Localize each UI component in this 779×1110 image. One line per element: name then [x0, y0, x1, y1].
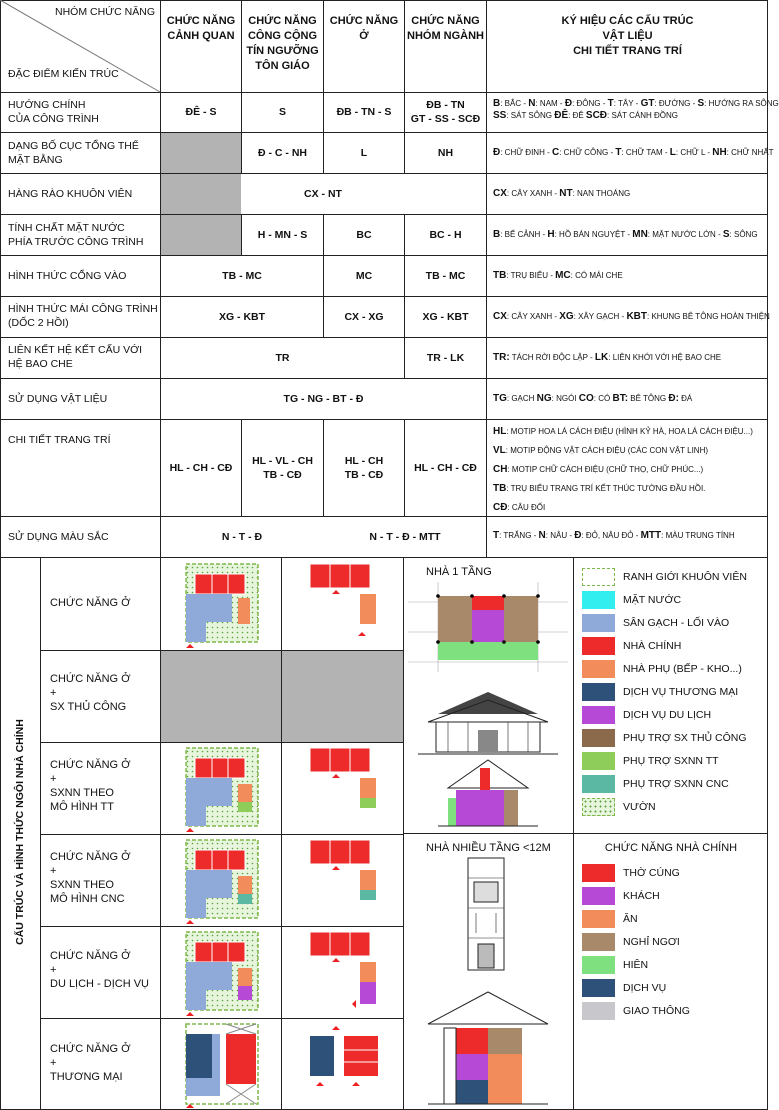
legend-item: DỊCH VỤ [582, 979, 666, 997]
legend-fence: CX: CÂY XANH - NT: NAN THOÁNG [493, 188, 631, 199]
legend-swatch [582, 706, 615, 724]
legend-item: PHỤ TRỢ SX THỦ CÔNG [582, 729, 747, 747]
legend-swatch [582, 591, 615, 609]
cell-value: XG - KBT [218, 311, 266, 323]
legend-swatch [582, 752, 615, 770]
row-label: TÍNH CHẤT MẶT NƯỚC PHÍA TRƯỚC CÔNG TRÌNH [8, 222, 144, 248]
site-plan-residential [180, 560, 270, 648]
legend-swatch [582, 729, 615, 747]
legend-swatch [582, 660, 615, 678]
site-plan-agri-cnc-alt [300, 836, 390, 924]
group-label: CHỨC NĂNG Ở + DU LỊCH - DỊCH VỤ [50, 950, 150, 990]
cell-value: HL - CH - CĐ [414, 462, 477, 474]
cell-value: NH [437, 147, 454, 159]
site-plan-agri-cnc [180, 836, 270, 924]
legend-item: RANH GIỚI KHUÔN VIÊN [582, 568, 747, 586]
header-public: CHỨC NĂNG CÔNG CỘNG TÍN NGƯỠNG TÔN GIÁO [246, 15, 319, 72]
group-label: CHỨC NĂNG Ở + SX THỦ CÔNG [50, 673, 131, 713]
cell-value: TB - MC [222, 270, 262, 282]
house2-drawing [408, 854, 568, 1109]
legend-swatch [582, 979, 615, 997]
empty-cell [161, 651, 281, 742]
site-plan-commerce-alt [300, 1020, 390, 1108]
house2-title: NHÀ NHIỀU TẦNG <12M [426, 842, 551, 854]
legend-decor: HL: MOTIP HOA LÁ CÁCH ĐIỆU (HÌNH KỶ HÀ, HOA LÁ CÁCH ĐIỆU...) VL: MOTIP ĐỘNG VẬT CÁCH ĐIỆU (CÁC CON VẬT LINH) CH: MOTIP CHỮ CÁCH ĐIỆU (CHỮ THỌ, CHỮ PHÚC...) TB: TRỤ BIỂU TRANG TRÍ KẾT THÚC TƯỜNG ĐẦU HỒI. CĐ: CÂU ĐỐI [493, 426, 753, 513]
row-label: HÌNH THỨC MÁI CÔNG TRÌNH (DỐC 2 HỒI) [8, 303, 158, 329]
cell-value: S [278, 106, 286, 118]
legend-item: NHÀ PHỤ (BẾP - KHO...) [582, 660, 742, 678]
legend-item: THỜ CÚNG [582, 864, 680, 882]
legend-swatch [582, 637, 615, 655]
cell-value: CX - NT [304, 188, 342, 200]
header-residential: CHỨC NĂNG Ở [329, 15, 399, 42]
legend-item: PHỤ TRỢ SXNN CNC [582, 775, 729, 793]
cell-value: HL - VL - CH TB - CĐ [252, 455, 313, 481]
legend-item: VƯỜN [582, 798, 656, 816]
row-label: HƯỚNG CHÍNH CỦA CÔNG TRÌNH [8, 99, 99, 125]
cell-value: N - T - Đ [221, 531, 263, 543]
header-landscape: CHỨC NĂNG CẢNH QUAN [166, 15, 236, 42]
row-label: SỬ DỤNG VẬT LIỆU [8, 393, 108, 405]
cell-value: BC [356, 229, 372, 241]
row-label: CHI TIẾT TRANG TRÍ [8, 434, 111, 446]
legend-swatch [582, 864, 615, 882]
row-label: SỬ DỤNG MÀU SẮC [8, 531, 109, 543]
legend-layout: Đ: CHỮ ĐINH - C: CHỮ CÔNG - T: CHỮ TAM - L: CHỮ L - NH: CHỮ NHẤT [493, 147, 774, 158]
site-plan-tourism [180, 928, 270, 1016]
empty-cell [161, 133, 241, 173]
legend-swatch [582, 910, 615, 928]
legend-item: DỊCH VỤ DU LỊCH [582, 706, 711, 724]
cell-value: BC - H [429, 229, 462, 241]
row-label: HÌNH THỨC CỔNG VÀO [8, 270, 127, 282]
cell-value: H - MN - S [257, 229, 308, 241]
legend-color: T: TRẮNG - N: NÂU - Đ: ĐỎ, NÂU ĐỎ - MTT: MÀU TRUNG TÍNH [493, 530, 735, 541]
site-plan-agri-tt-alt [300, 744, 390, 832]
legend-item: DỊCH VỤ THƯƠNG MẠI [582, 683, 738, 701]
legend-material: TG: GẠCH NG: NGÓI CO: CÓ BT: BÊ TÔNG Đ: ĐÁ [493, 393, 693, 404]
legend-structure: TR: TÁCH RỜI ĐỘC LẬP - LK: LIÊN KHỚI VỚI HỆ BAO CHE [493, 352, 722, 363]
cell-value: CX - XG [344, 311, 384, 323]
site-plan-residential-alt [300, 560, 390, 648]
cell-value: TG - NG - BT - Đ [283, 393, 364, 405]
legend-item: HIÊN [582, 956, 648, 974]
cell-value: ĐÊ - S [185, 106, 217, 118]
legend-swatch [582, 683, 615, 701]
legend-swatch [582, 956, 615, 974]
cell-value: ĐB - TN GT - SS - SCĐ [410, 99, 481, 125]
cell-value: XG - KBT [422, 311, 469, 323]
legend-direction: B: BẮC - N: NAM - Đ: ĐÔNG - T: TÂY - GT: ĐƯỜNG - S: HƯỚNG RA SÔNG SS: SÁT SÔNG ĐÊ: ĐÊ SCĐ: SÁT CÁNH ĐỒNG [493, 98, 779, 121]
lower-section [0, 558, 768, 1110]
legend-swatch [582, 798, 615, 816]
row-label: DẠNG BỐ CỤC TỔNG THỂ MẶT BẰNG [8, 140, 139, 166]
legend-item: SÂN GẠCH - LỐI VÀO [582, 614, 729, 632]
cell-value: HL - CH TB - CĐ [344, 455, 384, 481]
group-label: CHỨC NĂNG Ở + SXNN THEO MÔ HÌNH CNC [50, 851, 131, 905]
empty-cell [161, 215, 241, 255]
site-plan-commerce [180, 1020, 270, 1108]
group-label: CHỨC NĂNG Ở + SXNN THEO MÔ HÌNH TT [50, 759, 131, 813]
legend-swatch [582, 933, 615, 951]
corner-bottom-label: ĐẶC ĐIỂM KIẾN TRÚC [8, 68, 119, 80]
site-plan-tourism-alt [300, 928, 390, 1016]
legend-item: NGHỈ NGƠI [582, 933, 680, 951]
corner-top-label: NHÓM CHỨC NĂNG [55, 6, 155, 18]
site-plan-agri-tt [180, 744, 270, 832]
header-legend: KÝ HIỆU CÁC CẤU TRÚC VẬT LIỆU CHI TIẾT TRANG TRÍ [561, 15, 694, 57]
empty-cell [161, 174, 241, 214]
legend-swatch [582, 1002, 615, 1020]
legend-swatch [582, 887, 615, 905]
header-industry: CHỨC NĂNG NHÓM NGÀNH [407, 15, 484, 42]
cell-value: MC [355, 270, 373, 282]
legend2-title: CHỨC NĂNG NHÀ CHÍNH [604, 842, 738, 854]
group-label: CHỨC NĂNG Ở + THƯƠNG MẠI [50, 1043, 131, 1083]
cell-value: ĐB - TN - S [336, 106, 392, 118]
cell-value: TR [275, 352, 290, 364]
row-label: HÀNG RÀO KHUÔN VIÊN [8, 188, 133, 200]
legend-item: MẶT NƯỚC [582, 591, 681, 609]
cell-value: Đ - C - NH [258, 147, 307, 159]
legend-item: GIAO THÔNG [582, 1002, 690, 1020]
group-label: CHỨC NĂNG Ở [50, 597, 131, 609]
empty-cell [282, 651, 403, 742]
cell-value: N - T - Đ - MTT [369, 531, 441, 543]
legend-item: ĂN [582, 910, 638, 928]
legend-swatch [582, 614, 615, 632]
legend-item: NHÀ CHÍNH [582, 637, 681, 655]
legend-swatch [582, 775, 615, 793]
vertical-title: CẤU TRÚC VÀ HÌNH THỨC NGÔI NHÀ CHÍNH [14, 719, 26, 945]
house1-plan [408, 582, 568, 832]
house1-title: NHÀ 1 TẦNG [426, 566, 492, 578]
legend-water: B: BỂ CẢNH - H: HỒ BÁN NGUYỆT - MN: MẶT NƯỚC LỚN - S: SÔNG [493, 229, 758, 240]
row-label: LIÊN KẾT HỆ KẾT CẤU VỚI HỆ BAO CHE [8, 344, 143, 370]
legend-roof: CX: CÂY XANH - XG: XÂY GẠCH - KBT: KHUNG BÊ TÔNG HOÀN THIỆN [493, 311, 770, 322]
legend-gate: TB: TRỤ BIỂU - MC: CÓ MÁI CHE [493, 270, 623, 281]
legend-item: PHỤ TRỢ SXNN TT [582, 752, 719, 770]
cell-value: L [360, 147, 368, 159]
cell-value: TB - MC [425, 270, 466, 282]
cell-value: TR - LK [426, 352, 465, 364]
legend-swatch [582, 568, 615, 586]
legend-item: KHÁCH [582, 887, 660, 905]
cell-value: HL - CH - CĐ [169, 462, 233, 474]
